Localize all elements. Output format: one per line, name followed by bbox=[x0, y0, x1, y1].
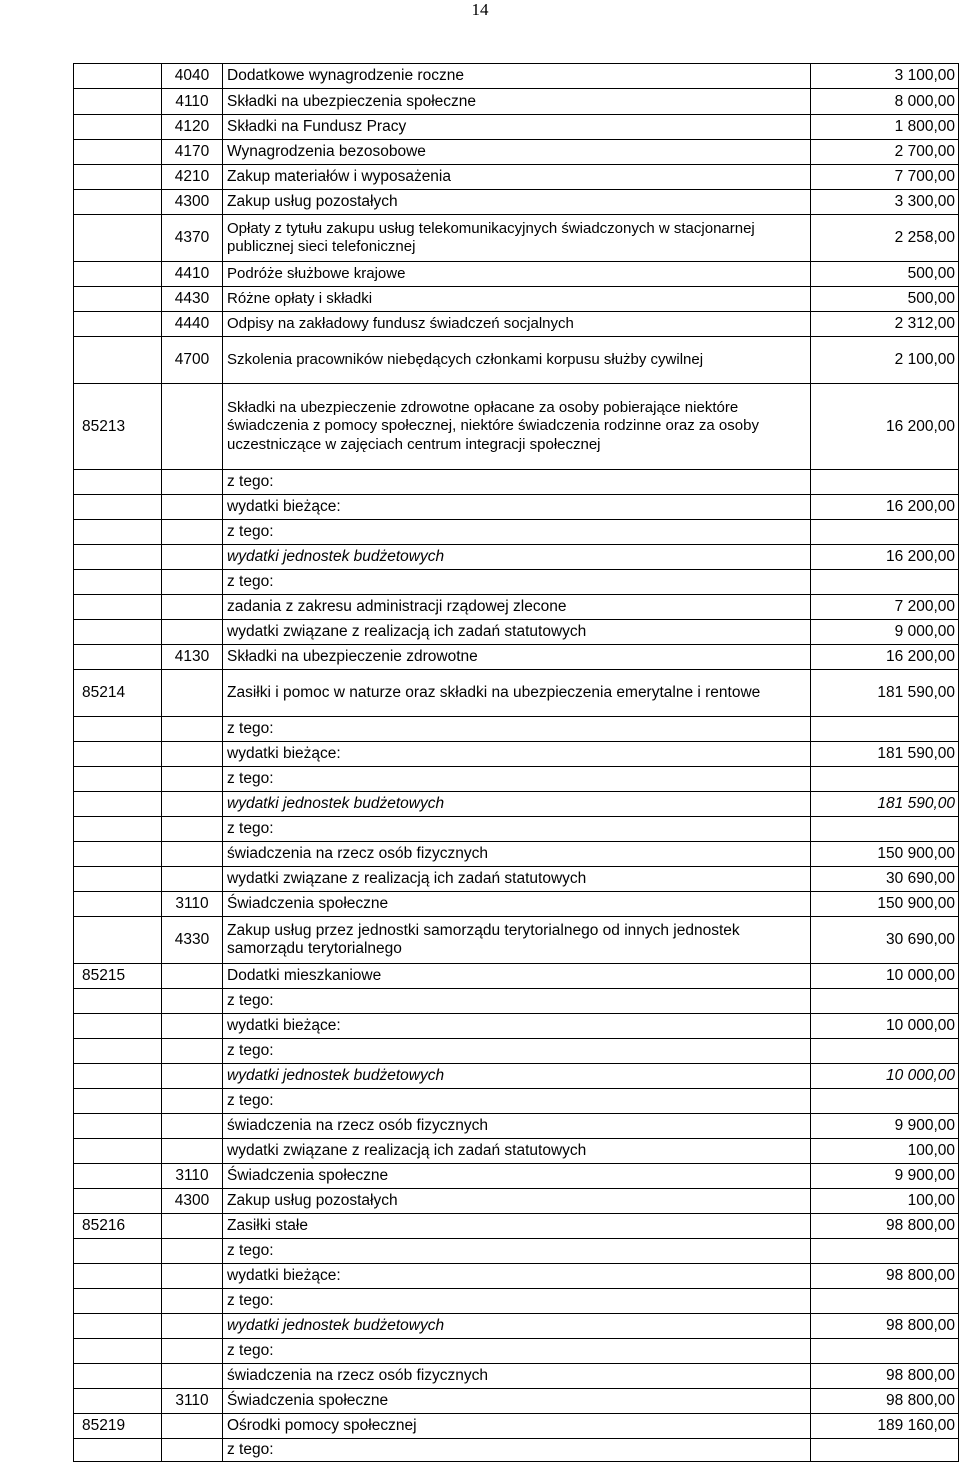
chapter-cell bbox=[74, 140, 162, 165]
description-cell: z tego: bbox=[223, 1239, 811, 1264]
table-row bbox=[74, 964, 959, 989]
paragraph-cell bbox=[162, 792, 223, 817]
chapter-cell bbox=[74, 165, 162, 190]
table-row bbox=[74, 817, 959, 842]
table-row bbox=[74, 1389, 959, 1414]
chapter-cell bbox=[74, 1164, 162, 1189]
amount-cell: 10 000,00 bbox=[811, 1014, 959, 1039]
amount-cell: 16 200,00 bbox=[811, 645, 959, 670]
description-cell: z tego: bbox=[223, 989, 811, 1014]
amount-cell: 98 800,00 bbox=[811, 1214, 959, 1239]
table-row bbox=[74, 1039, 959, 1064]
chapter-cell bbox=[74, 545, 162, 570]
description-cell: Zasiłki stałe bbox=[223, 1214, 811, 1239]
table-body bbox=[74, 64, 959, 1462]
amount-cell: 30 690,00 bbox=[811, 917, 959, 964]
amount-cell bbox=[811, 1439, 959, 1462]
table-row bbox=[74, 1164, 959, 1189]
table-row bbox=[74, 89, 959, 115]
chapter-cell bbox=[74, 1264, 162, 1289]
paragraph-cell bbox=[162, 1289, 223, 1314]
amount-cell bbox=[811, 470, 959, 495]
amount-cell: 10 000,00 bbox=[811, 1064, 959, 1089]
amount-cell: 189 160,00 bbox=[811, 1414, 959, 1439]
description-cell: wydatki jednostek budżetowych bbox=[223, 1314, 811, 1339]
paragraph-cell: 4700 bbox=[162, 337, 223, 384]
chapter-cell bbox=[74, 717, 162, 742]
chapter-cell bbox=[74, 817, 162, 842]
table-row bbox=[74, 1189, 959, 1214]
paragraph-cell: 4330 bbox=[162, 917, 223, 964]
paragraph-cell bbox=[162, 384, 223, 470]
paragraph-cell: 4110 bbox=[162, 89, 223, 115]
amount-cell: 30 690,00 bbox=[811, 867, 959, 892]
paragraph-cell bbox=[162, 1414, 223, 1439]
paragraph-cell bbox=[162, 495, 223, 520]
description-cell: Dodatki mieszkaniowe bbox=[223, 964, 811, 989]
table-row bbox=[74, 742, 959, 767]
table-row bbox=[74, 287, 959, 312]
chapter-cell bbox=[74, 89, 162, 115]
table-row bbox=[74, 1439, 959, 1462]
table-row bbox=[74, 842, 959, 867]
description-cell: wydatki jednostek budżetowych bbox=[223, 1064, 811, 1089]
paragraph-cell: 3110 bbox=[162, 892, 223, 917]
paragraph-cell: 4370 bbox=[162, 215, 223, 262]
chapter-cell bbox=[74, 645, 162, 670]
chapter-cell bbox=[74, 792, 162, 817]
description-cell: Zakup usług pozostałych bbox=[223, 190, 811, 215]
description-cell: Składki na ubezpieczenia społeczne bbox=[223, 89, 811, 115]
chapter-cell: 85216 bbox=[74, 1214, 162, 1239]
amount-cell: 8 000,00 bbox=[811, 89, 959, 115]
paragraph-cell: 4120 bbox=[162, 115, 223, 140]
amount-cell bbox=[811, 1339, 959, 1364]
description-cell: wydatki bieżące: bbox=[223, 1014, 811, 1039]
amount-cell: 2 312,00 bbox=[811, 312, 959, 337]
table-row bbox=[74, 1139, 959, 1164]
table-row bbox=[74, 1339, 959, 1364]
table-row bbox=[74, 1014, 959, 1039]
description-cell: świadczenia na rzecz osób fizycznych bbox=[223, 842, 811, 867]
chapter-cell bbox=[74, 1039, 162, 1064]
paragraph-cell bbox=[162, 545, 223, 570]
chapter-cell: 85215 bbox=[74, 964, 162, 989]
paragraph-cell bbox=[162, 670, 223, 717]
table-row bbox=[74, 1264, 959, 1289]
table-row bbox=[74, 892, 959, 917]
chapter-cell bbox=[74, 470, 162, 495]
page-number: 14 bbox=[471, 0, 489, 19]
paragraph-cell bbox=[162, 1264, 223, 1289]
amount-cell bbox=[811, 817, 959, 842]
chapter-cell bbox=[74, 595, 162, 620]
description-cell: wydatki jednostek budżetowych bbox=[223, 792, 811, 817]
table-row bbox=[74, 545, 959, 570]
chapter-cell bbox=[74, 1364, 162, 1389]
table-row bbox=[74, 262, 959, 287]
table-row bbox=[74, 645, 959, 670]
paragraph-cell bbox=[162, 1439, 223, 1462]
table-row bbox=[74, 140, 959, 165]
description-cell: Różne opłaty i składki bbox=[223, 287, 811, 312]
description-cell: Składki na ubezpieczenie zdrowotne bbox=[223, 645, 811, 670]
chapter-cell bbox=[74, 742, 162, 767]
chapter-cell bbox=[74, 115, 162, 140]
paragraph-cell bbox=[162, 595, 223, 620]
description-cell: Zasiłki i pomoc w naturze oraz składki na ubezpieczenia emerytalne i rentowe bbox=[223, 670, 811, 717]
table-row bbox=[74, 917, 959, 964]
chapter-cell bbox=[74, 917, 162, 964]
amount-cell: 7 700,00 bbox=[811, 165, 959, 190]
chapter-cell bbox=[74, 842, 162, 867]
description-cell: świadczenia na rzecz osób fizycznych bbox=[223, 1114, 811, 1139]
paragraph-cell: 3110 bbox=[162, 1389, 223, 1414]
chapter-cell bbox=[74, 1289, 162, 1314]
table-row bbox=[74, 1214, 959, 1239]
table-row bbox=[74, 384, 959, 470]
paragraph-cell bbox=[162, 964, 223, 989]
paragraph-cell bbox=[162, 1339, 223, 1364]
description-cell: zadania z zakresu administracji rządowej zlecone bbox=[223, 595, 811, 620]
description-cell: Odpisy na zakładowy fundusz świadczeń socjalnych bbox=[223, 312, 811, 337]
description-cell: Podróże służbowe krajowe bbox=[223, 262, 811, 287]
description-cell: wydatki bieżące: bbox=[223, 1264, 811, 1289]
paragraph-cell: 4300 bbox=[162, 190, 223, 215]
amount-cell: 7 200,00 bbox=[811, 595, 959, 620]
amount-cell: 16 200,00 bbox=[811, 545, 959, 570]
paragraph-cell bbox=[162, 1239, 223, 1264]
amount-cell: 9 900,00 bbox=[811, 1114, 959, 1139]
table-row bbox=[74, 792, 959, 817]
amount-cell: 2 100,00 bbox=[811, 337, 959, 384]
paragraph-cell: 4300 bbox=[162, 1189, 223, 1214]
paragraph-cell bbox=[162, 1214, 223, 1239]
amount-cell bbox=[811, 1289, 959, 1314]
table-row bbox=[74, 717, 959, 742]
chapter-cell bbox=[74, 495, 162, 520]
chapter-cell bbox=[74, 1339, 162, 1364]
amount-cell: 3 300,00 bbox=[811, 190, 959, 215]
description-cell: z tego: bbox=[223, 1289, 811, 1314]
amount-cell: 16 200,00 bbox=[811, 384, 959, 470]
amount-cell bbox=[811, 1239, 959, 1264]
description-cell: świadczenia na rzecz osób fizycznych bbox=[223, 1364, 811, 1389]
description-cell: Zakup usług przez jednostki samorządu terytorialnego od innych jednostek samorządu terytorialnego bbox=[223, 917, 811, 964]
description-cell: Składki na Fundusz Pracy bbox=[223, 115, 811, 140]
chapter-cell bbox=[74, 1139, 162, 1164]
description-cell: wydatki bieżące: bbox=[223, 742, 811, 767]
chapter-cell bbox=[74, 337, 162, 384]
paragraph-cell bbox=[162, 717, 223, 742]
paragraph-cell bbox=[162, 1314, 223, 1339]
amount-cell: 150 900,00 bbox=[811, 892, 959, 917]
paragraph-cell bbox=[162, 1064, 223, 1089]
amount-cell bbox=[811, 520, 959, 545]
chapter-cell bbox=[74, 520, 162, 545]
amount-cell: 150 900,00 bbox=[811, 842, 959, 867]
chapter-cell: 85219 bbox=[74, 1414, 162, 1439]
chapter-cell bbox=[74, 64, 162, 89]
table-row bbox=[74, 165, 959, 190]
chapter-cell bbox=[74, 287, 162, 312]
paragraph-cell bbox=[162, 867, 223, 892]
table-row bbox=[74, 570, 959, 595]
amount-cell: 1 800,00 bbox=[811, 115, 959, 140]
chapter-cell bbox=[74, 892, 162, 917]
amount-cell: 98 800,00 bbox=[811, 1389, 959, 1414]
table-row bbox=[74, 867, 959, 892]
chapter-cell bbox=[74, 1239, 162, 1264]
table-row bbox=[74, 1239, 959, 1264]
table-row bbox=[74, 1064, 959, 1089]
amount-cell bbox=[811, 1039, 959, 1064]
description-cell: z tego: bbox=[223, 1439, 811, 1462]
description-cell: z tego: bbox=[223, 570, 811, 595]
amount-cell: 500,00 bbox=[811, 262, 959, 287]
paragraph-cell: 4410 bbox=[162, 262, 223, 287]
description-cell: Świadczenia społeczne bbox=[223, 1389, 811, 1414]
chapter-cell bbox=[74, 1064, 162, 1089]
chapter-cell bbox=[74, 570, 162, 595]
table-row bbox=[74, 1364, 959, 1389]
table-row bbox=[74, 520, 959, 545]
description-cell: z tego: bbox=[223, 767, 811, 792]
chapter-cell bbox=[74, 989, 162, 1014]
table-row bbox=[74, 620, 959, 645]
table-row bbox=[74, 595, 959, 620]
paragraph-cell: 3110 bbox=[162, 1164, 223, 1189]
chapter-cell bbox=[74, 1014, 162, 1039]
amount-cell: 2 258,00 bbox=[811, 215, 959, 262]
description-cell: Składki na ubezpieczenie zdrowotne opłacane za osoby pobierające niektóre świadczenia z pomocy społecznej, niektóre świadczenia rodzinne oraz za osoby uczestniczące w zajęciach centrum integracji społecznej bbox=[223, 384, 811, 470]
paragraph-cell bbox=[162, 767, 223, 792]
chapter-cell bbox=[74, 1089, 162, 1114]
chapter-cell: 85213 bbox=[74, 384, 162, 470]
description-cell: wydatki jednostek budżetowych bbox=[223, 545, 811, 570]
amount-cell bbox=[811, 989, 959, 1014]
paragraph-cell bbox=[162, 817, 223, 842]
table-row bbox=[74, 670, 959, 717]
amount-cell: 181 590,00 bbox=[811, 742, 959, 767]
description-cell: Wynagrodzenia bezosobowe bbox=[223, 140, 811, 165]
amount-cell: 181 590,00 bbox=[811, 670, 959, 717]
amount-cell bbox=[811, 570, 959, 595]
table-row bbox=[74, 64, 959, 89]
amount-cell: 98 800,00 bbox=[811, 1364, 959, 1389]
description-cell: Szkolenia pracowników niebędących członkami korpusu służby cywilnej bbox=[223, 337, 811, 384]
amount-cell: 16 200,00 bbox=[811, 495, 959, 520]
description-cell: wydatki związane z realizacją ich zadań statutowych bbox=[223, 867, 811, 892]
table-row bbox=[74, 1089, 959, 1114]
paragraph-cell bbox=[162, 1089, 223, 1114]
chapter-cell bbox=[74, 215, 162, 262]
table-row bbox=[74, 190, 959, 215]
amount-cell: 98 800,00 bbox=[811, 1264, 959, 1289]
description-cell: Świadczenia społeczne bbox=[223, 892, 811, 917]
chapter-cell: 85214 bbox=[74, 670, 162, 717]
paragraph-cell: 4130 bbox=[162, 645, 223, 670]
description-cell: z tego: bbox=[223, 1039, 811, 1064]
description-cell: Opłaty z tytułu zakupu usług telekomunikacyjnych świadczonych w stacjonarnej publicznej sieci telefonicznej bbox=[223, 215, 811, 262]
description-cell: z tego: bbox=[223, 1339, 811, 1364]
chapter-cell bbox=[74, 620, 162, 645]
table-row bbox=[74, 767, 959, 792]
paragraph-cell: 4440 bbox=[162, 312, 223, 337]
paragraph-cell bbox=[162, 1014, 223, 1039]
amount-cell: 100,00 bbox=[811, 1189, 959, 1214]
chapter-cell bbox=[74, 1439, 162, 1462]
description-cell: Zakup materiałów i wyposażenia bbox=[223, 165, 811, 190]
table-row bbox=[74, 470, 959, 495]
description-cell: z tego: bbox=[223, 470, 811, 495]
paragraph-cell bbox=[162, 470, 223, 495]
chapter-cell bbox=[74, 312, 162, 337]
amount-cell bbox=[811, 717, 959, 742]
table-row bbox=[74, 495, 959, 520]
paragraph-cell bbox=[162, 1114, 223, 1139]
chapter-cell bbox=[74, 767, 162, 792]
amount-cell: 100,00 bbox=[811, 1139, 959, 1164]
paragraph-cell: 4210 bbox=[162, 165, 223, 190]
amount-cell: 500,00 bbox=[811, 287, 959, 312]
paragraph-cell bbox=[162, 570, 223, 595]
description-cell: z tego: bbox=[223, 520, 811, 545]
description-cell: wydatki związane z realizacją ich zadań statutowych bbox=[223, 620, 811, 645]
chapter-cell bbox=[74, 262, 162, 287]
description-cell: wydatki bieżące: bbox=[223, 495, 811, 520]
table-row bbox=[74, 1289, 959, 1314]
amount-cell bbox=[811, 767, 959, 792]
amount-cell: 9 000,00 bbox=[811, 620, 959, 645]
table-row bbox=[74, 337, 959, 384]
chapter-cell bbox=[74, 1389, 162, 1414]
paragraph-cell bbox=[162, 742, 223, 767]
description-cell: Świadczenia społeczne bbox=[223, 1164, 811, 1189]
paragraph-cell bbox=[162, 842, 223, 867]
paragraph-cell bbox=[162, 1139, 223, 1164]
table-row bbox=[74, 312, 959, 337]
paragraph-cell: 4430 bbox=[162, 287, 223, 312]
amount-cell: 9 900,00 bbox=[811, 1164, 959, 1189]
amount-cell: 3 100,00 bbox=[811, 64, 959, 89]
paragraph-cell bbox=[162, 620, 223, 645]
chapter-cell bbox=[74, 1314, 162, 1339]
table-row bbox=[74, 1314, 959, 1339]
description-cell: Ośrodki pomocy społecznej bbox=[223, 1414, 811, 1439]
paragraph-cell: 4170 bbox=[162, 140, 223, 165]
table-row bbox=[74, 1114, 959, 1139]
chapter-cell bbox=[74, 190, 162, 215]
amount-cell: 181 590,00 bbox=[811, 792, 959, 817]
paragraph-cell bbox=[162, 1039, 223, 1064]
amount-cell: 2 700,00 bbox=[811, 140, 959, 165]
description-cell: wydatki związane z realizacją ich zadań statutowych bbox=[223, 1139, 811, 1164]
description-cell: z tego: bbox=[223, 1089, 811, 1114]
chapter-cell bbox=[74, 867, 162, 892]
amount-cell: 98 800,00 bbox=[811, 1314, 959, 1339]
budget-expenditure-table bbox=[73, 63, 959, 1462]
paragraph-cell bbox=[162, 520, 223, 545]
amount-cell: 10 000,00 bbox=[811, 964, 959, 989]
description-cell: z tego: bbox=[223, 817, 811, 842]
table-row bbox=[74, 989, 959, 1014]
chapter-cell bbox=[74, 1189, 162, 1214]
description-cell: Dodatkowe wynagrodzenie roczne bbox=[223, 64, 811, 89]
description-cell: Zakup usług pozostałych bbox=[223, 1189, 811, 1214]
chapter-cell bbox=[74, 1114, 162, 1139]
amount-cell bbox=[811, 1089, 959, 1114]
table-row bbox=[74, 1414, 959, 1439]
table-row bbox=[74, 115, 959, 140]
description-cell: z tego: bbox=[223, 717, 811, 742]
paragraph-cell: 4040 bbox=[162, 64, 223, 89]
table-row bbox=[74, 215, 959, 262]
paragraph-cell bbox=[162, 989, 223, 1014]
paragraph-cell bbox=[162, 1364, 223, 1389]
